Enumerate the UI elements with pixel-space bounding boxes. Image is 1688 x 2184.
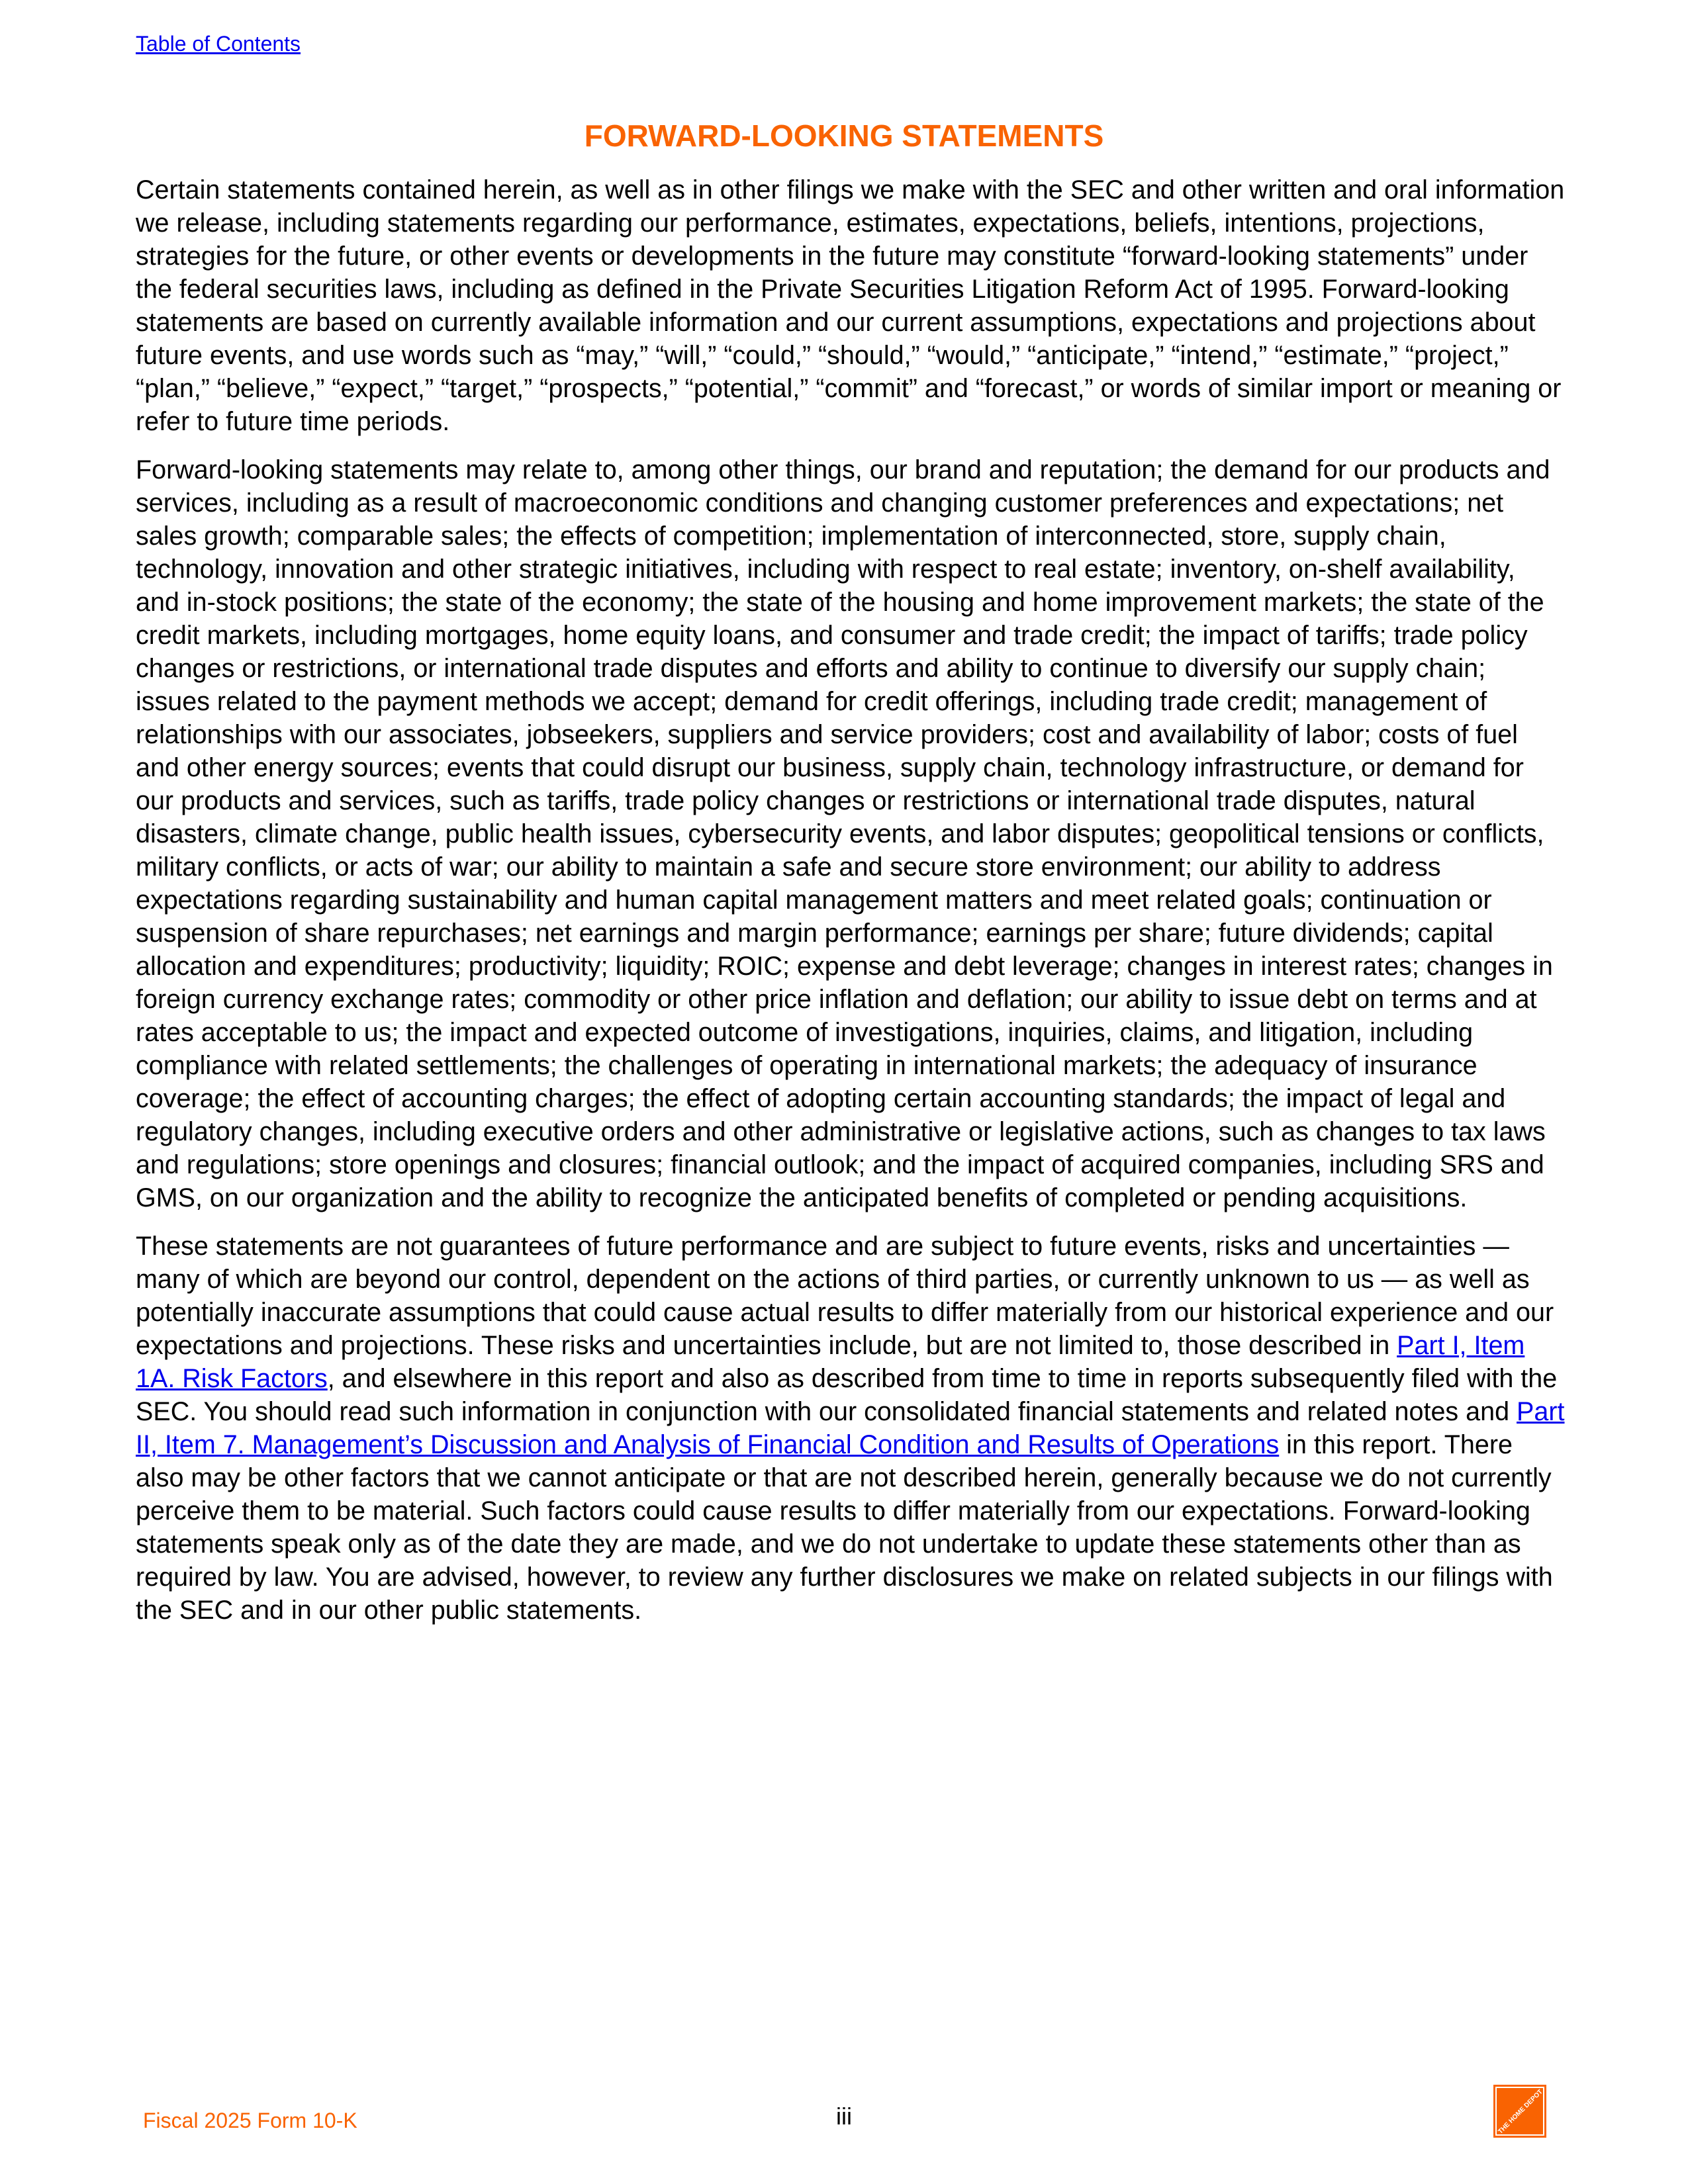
page-title: FORWARD-LOOKING STATEMENTS <box>584 118 1104 153</box>
paragraph-risks-text-c: in this report. There also may be other factors that we cannot anticipate or that are not described herein, generally because we do not currently perceive them to be material. Such factors could cause results to differ materially from our expectations. Forward-looking statements speak only as of the date they are made, and we do not undertake to update these statements other than as required by law. You are advised, however, to review any further disclosures we make on related subjects in our filings with the SEC and in our other public statements. <box>136 1430 1553 1625</box>
document-body <box>136 173 1566 1642</box>
logo-text: THE HOME DEPOT <box>1497 2088 1544 2136</box>
paragraph-intro: Certain statements contained herein, as well as in other filings we make with the SEC and other written and oral information we release, including statements regarding our performance, estimates, expectations, beliefs, intentions, projections, strategies for the future, or other events or developments in the future may constitute “forward-looking statements” under the federal securities laws, including as defined in the Private Securities Litigation Reform Act of 1995. Forward-looking statements are based on currently available information and our current assumptions, expectations and projections about future events, and use words such as “may,” “will,” “could,” “should,” “would,” “anticipate,” “intend,” “estimate,” “project,” “plan,” “believe,” “expect,” “target,” “prospects,” “potential,” “commit” and “forecast,” or words of similar import or meaning or refer to future time periods. <box>136 175 1565 436</box>
paragraph-risks-text-a: These statements are not guarantees of future performance and are subject to future events, risks and uncertainties — many of which are beyond our control, dependent on the actions of third parties, or currently unknown to us — as well as potentially inaccurate assumptions that could cause actual results to differ materially from our historical experience and our expectations and projections. These risks and uncertainties include, but are not limited to, those described in <box>136 1232 1554 1360</box>
footer-form-label: Fiscal 2025 Form 10-K <box>143 2109 357 2132</box>
paragraph-topics: Forward-looking statements may relate to, among other things, our brand and reputation; the demand for our products and services, including as a result of macroeconomic conditions and changing customer preferences and expectations; net sales growth; comparable sales; the effects of competition; implementation of interconnected, store, supply chain, technology, innovation and other strategic initiatives, including with respect to real estate; inventory, on-shelf availability, and in-stock positions; the state of the economy; the state of the housing and home improvement markets; the state of the credit markets, including mortgages, home equity loans, and consumer and trade credit; the impact of tariffs; trade policy changes or restrictions, or international trade disputes and efforts and ability to continue to diversify our supply chain; issues related to the payment methods we accept; demand for credit offerings, including trade credit; management of relationships with our associates, jobseekers, suppliers and service providers; cost and availability of labor; costs of fuel and other energy sources; events that could disrupt our business, supply chain, technology infrastructure, or demand for our products and services, such as tariffs, trade policy changes or restrictions or international trade disputes, natural disasters, climate change, public health issues, cybersecurity events, and labor disputes; geopolitical tensions or conflicts, military conflicts, or acts of war; our ability to maintain a safe and secure store environment; our ability to address expectations regarding sustainability and human capital management matters and meet related goals; continuation or suspension of share repurchases; net earnings and margin performance; earnings per share; future dividends; capital allocation and expenditures; productivity; liquidity; ROIC; expense and debt leverage; changes in interest rates; changes in foreign currency exchange rates; commodity or other price inflation and deflation; our ability to issue debt on terms and at rates acceptable to us; the impact and expected outcome of investigations, inquiries, claims, and litigation, including compliance with related settlements; the challenges of operating in international markets; the adequacy of insurance coverage; the effect of accounting charges; the effect of adopting certain accounting standards; the impact of legal and regulatory changes, including executive orders and other administrative or legislative actions, such as changes to tax laws and regulations; store openings and closures; financial outlook; and the impact of acquired companies, including SRS and GMS, on our organization and the ability to recognize the anticipated benefits of completed or pending acquisitions. <box>136 455 1553 1212</box>
risk-factors-link[interactable]: Part I, Item 1A. Risk Factors <box>136 1331 1525 1393</box>
home-depot-logo-icon <box>1493 2085 1546 2138</box>
page-number: iii <box>836 2103 852 2130</box>
table-of-contents-link[interactable]: Table of Contents <box>136 32 301 56</box>
paragraph-risks-text-b: , and elsewhere in this report and also as described from time to time in reports subsequently filed with the SEC. You should read such information in conjunction with our consolidated financial statements and related notes and <box>136 1364 1558 1426</box>
paragraph-risks <box>136 1230 1566 1627</box>
mdna-link[interactable]: Part II, Item 7. Management’s Discussion and Analysis of Financial Condition and Results of Operations <box>136 1397 1565 1459</box>
